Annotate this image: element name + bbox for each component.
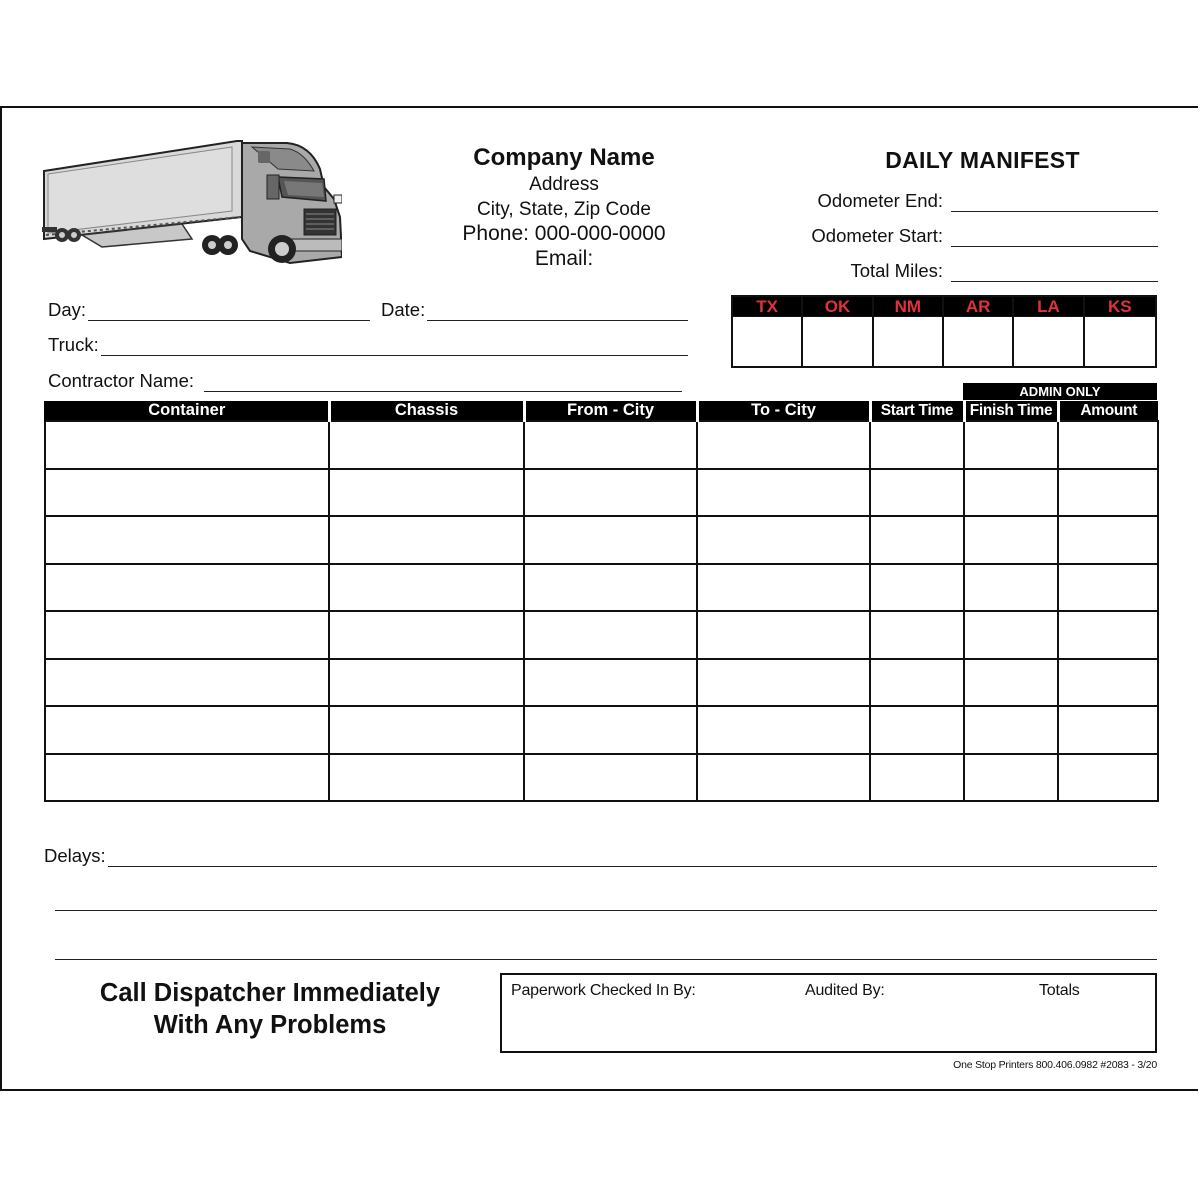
audited-by-label: Audited By: bbox=[805, 982, 885, 999]
company-email: Email: bbox=[534, 246, 594, 270]
contractor-name-field[interactable] bbox=[48, 368, 682, 392]
table-cell-amount[interactable] bbox=[1058, 516, 1158, 564]
table-cell-finish-time[interactable] bbox=[964, 421, 1058, 469]
date-line[interactable] bbox=[427, 302, 688, 321]
table-cell-to-city[interactable] bbox=[697, 659, 870, 707]
odometer-end-label: Odometer End: bbox=[817, 190, 943, 211]
total-miles-label: Total Miles: bbox=[850, 260, 943, 281]
odometer-end-field[interactable] bbox=[818, 186, 1158, 212]
table-cell-chassis[interactable] bbox=[329, 659, 524, 707]
table-row bbox=[45, 659, 1158, 707]
table-cell-from-city[interactable] bbox=[524, 516, 697, 564]
table-cell-chassis[interactable] bbox=[329, 469, 524, 517]
state-label: TX bbox=[733, 297, 801, 317]
table-cell-amount[interactable] bbox=[1058, 754, 1158, 802]
admin-only-banner: ADMIN ONLY bbox=[963, 383, 1157, 400]
printer-credit: One Stop Printers 800.406.0982 #2083 - 3/20 bbox=[953, 1059, 1157, 1071]
table-cell-from-city[interactable] bbox=[524, 659, 697, 707]
table-row bbox=[45, 421, 1158, 469]
table-cell-from-city[interactable] bbox=[524, 754, 697, 802]
table-row bbox=[45, 706, 1158, 754]
table-cell-to-city[interactable] bbox=[697, 706, 870, 754]
column-header-from-city: From - City bbox=[524, 401, 697, 421]
company-phone: Phone: 000-000-0000 bbox=[462, 222, 666, 245]
odometer-start-line[interactable] bbox=[951, 228, 1158, 247]
state-input[interactable] bbox=[733, 317, 801, 366]
table-cell-chassis[interactable] bbox=[329, 564, 524, 612]
table-cell-chassis[interactable] bbox=[329, 516, 524, 564]
table-cell-container[interactable] bbox=[45, 754, 329, 802]
truck-label: Truck: bbox=[48, 334, 99, 355]
state-box-nm[interactable] bbox=[874, 297, 944, 366]
column-header-finish-time: Finish Time bbox=[964, 401, 1058, 421]
totals-label: Totals bbox=[1039, 982, 1080, 999]
total-miles-field[interactable] bbox=[850, 256, 1158, 282]
table-cell-container[interactable] bbox=[45, 659, 329, 707]
delays-line-2[interactable] bbox=[55, 910, 1157, 911]
state-input[interactable] bbox=[1085, 317, 1155, 366]
company-address: Address bbox=[529, 174, 599, 195]
table-cell-chassis[interactable] bbox=[329, 754, 524, 802]
table-cell-start-time[interactable] bbox=[870, 516, 964, 564]
table-cell-finish-time[interactable] bbox=[964, 706, 1058, 754]
column-header-start-time: Start Time bbox=[870, 401, 964, 421]
state-label: KS bbox=[1085, 297, 1155, 317]
delays-line-1[interactable] bbox=[108, 848, 1157, 867]
column-header-amount: Amount bbox=[1058, 401, 1158, 421]
table-cell-from-city[interactable] bbox=[524, 469, 697, 517]
table-row bbox=[45, 469, 1158, 517]
form-title: DAILY MANIFEST bbox=[885, 147, 1080, 173]
odometer-start-label: Odometer Start: bbox=[811, 225, 943, 246]
dispatcher-notice-line2: With Any Problems bbox=[153, 1011, 387, 1039]
table-cell-amount[interactable] bbox=[1058, 611, 1158, 659]
table-cell-start-time[interactable] bbox=[870, 659, 964, 707]
table-cell-container[interactable] bbox=[45, 469, 329, 517]
table-cell-amount[interactable] bbox=[1058, 659, 1158, 707]
state-box-ar[interactable] bbox=[944, 297, 1014, 366]
table-cell-finish-time[interactable] bbox=[964, 469, 1058, 517]
table-cell-container[interactable] bbox=[45, 516, 329, 564]
table-cell-from-city[interactable] bbox=[524, 706, 697, 754]
table-cell-to-city[interactable] bbox=[697, 516, 870, 564]
table-cell-from-city[interactable] bbox=[524, 421, 697, 469]
table-cell-start-time[interactable] bbox=[870, 706, 964, 754]
contractor-name-line[interactable] bbox=[204, 373, 682, 392]
table-cell-start-time[interactable] bbox=[870, 611, 964, 659]
table-cell-start-time[interactable] bbox=[870, 469, 964, 517]
table-cell-to-city[interactable] bbox=[697, 469, 870, 517]
state-label: AR bbox=[944, 297, 1012, 317]
table-cell-container[interactable] bbox=[45, 706, 329, 754]
date-label: Date: bbox=[381, 299, 426, 320]
state-box-tx[interactable] bbox=[733, 297, 803, 366]
semi-truck-icon bbox=[42, 139, 342, 271]
table-cell-start-time[interactable] bbox=[870, 754, 964, 802]
state-box-ok[interactable] bbox=[803, 297, 873, 366]
state-mileage-boxes bbox=[731, 295, 1157, 368]
state-label: NM bbox=[874, 297, 942, 317]
odometer-start-field[interactable] bbox=[811, 221, 1158, 247]
table-row bbox=[45, 754, 1158, 802]
company-name: Company Name bbox=[473, 144, 655, 171]
truck-field[interactable] bbox=[48, 332, 688, 356]
table-cell-container[interactable] bbox=[45, 564, 329, 612]
dispatcher-notice bbox=[44, 977, 496, 1041]
manifest-table bbox=[44, 401, 1159, 802]
delays-field[interactable] bbox=[44, 843, 1157, 867]
state-box-ks[interactable] bbox=[1085, 297, 1155, 366]
table-row bbox=[45, 564, 1158, 612]
table-cell-amount[interactable] bbox=[1058, 706, 1158, 754]
table-cell-start-time[interactable] bbox=[870, 564, 964, 612]
table-cell-finish-time[interactable] bbox=[964, 564, 1058, 612]
table-row bbox=[45, 611, 1158, 659]
table-cell-amount[interactable] bbox=[1058, 469, 1158, 517]
table-cell-to-city[interactable] bbox=[697, 421, 870, 469]
table-cell-from-city[interactable] bbox=[524, 564, 697, 612]
manifest-table-body bbox=[45, 421, 1158, 801]
delays-label: Delays: bbox=[44, 845, 106, 866]
table-cell-chassis[interactable] bbox=[329, 421, 524, 469]
table-cell-amount[interactable] bbox=[1058, 564, 1158, 612]
table-row bbox=[45, 516, 1158, 564]
state-label: OK bbox=[803, 297, 871, 317]
company-info bbox=[430, 143, 698, 271]
table-cell-amount[interactable] bbox=[1058, 421, 1158, 469]
table-cell-chassis[interactable] bbox=[329, 706, 524, 754]
table-cell-container[interactable] bbox=[45, 611, 329, 659]
table-cell-container[interactable] bbox=[45, 421, 329, 469]
state-input[interactable] bbox=[1014, 317, 1082, 366]
table-cell-to-city[interactable] bbox=[697, 754, 870, 802]
state-input[interactable] bbox=[944, 317, 1012, 366]
column-header-to-city: To - City bbox=[697, 401, 870, 421]
table-cell-to-city[interactable] bbox=[697, 564, 870, 612]
table-cell-finish-time[interactable] bbox=[964, 754, 1058, 802]
table-cell-finish-time[interactable] bbox=[964, 516, 1058, 564]
state-input[interactable] bbox=[803, 317, 871, 366]
table-cell-chassis[interactable] bbox=[329, 611, 524, 659]
contractor-name-label: Contractor Name: bbox=[48, 370, 194, 391]
company-city-state-zip: City, State, Zip Code bbox=[477, 198, 651, 220]
state-input[interactable] bbox=[874, 317, 942, 366]
table-cell-to-city[interactable] bbox=[697, 611, 870, 659]
total-miles-line[interactable] bbox=[951, 263, 1158, 282]
date-field[interactable] bbox=[381, 297, 688, 321]
table-cell-finish-time[interactable] bbox=[964, 611, 1058, 659]
state-label: LA bbox=[1014, 297, 1082, 317]
day-label: Day: bbox=[48, 299, 87, 320]
table-cell-start-time[interactable] bbox=[870, 421, 964, 469]
odometer-end-line[interactable] bbox=[951, 193, 1158, 212]
table-cell-from-city[interactable] bbox=[524, 611, 697, 659]
truck-line[interactable] bbox=[101, 337, 688, 356]
day-field[interactable] bbox=[48, 297, 370, 321]
paperwork-checked-in-label: Paperwork Checked In By: bbox=[511, 982, 696, 999]
column-header-container: Container bbox=[45, 401, 329, 421]
delays-line-3[interactable] bbox=[55, 959, 1157, 960]
day-line[interactable] bbox=[88, 302, 370, 321]
column-header-chassis: Chassis bbox=[329, 401, 524, 421]
table-cell-finish-time[interactable] bbox=[964, 659, 1058, 707]
state-box-la[interactable] bbox=[1014, 297, 1084, 366]
dispatcher-notice-line1: Call Dispatcher Immediately bbox=[99, 979, 441, 1007]
signoff-box[interactable] bbox=[500, 973, 1157, 1053]
